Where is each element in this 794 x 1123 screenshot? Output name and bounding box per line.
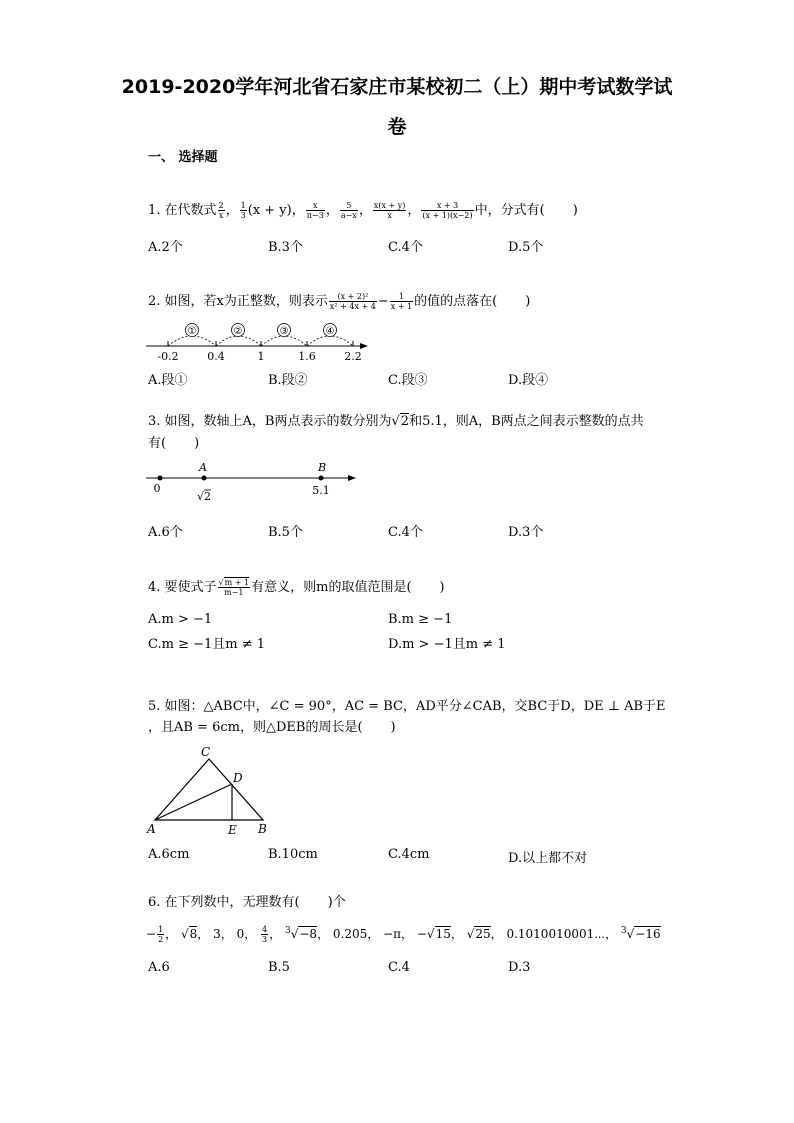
tick-label-sqrt2: 2: [204, 490, 211, 503]
tick-label-1.6: 1.6: [298, 350, 316, 363]
q1-prefix: 1. 在代数式: [148, 203, 217, 218]
question-3-line-2: 有( ): [148, 436, 200, 451]
q1-fraction-3: $\frac{x}{\pi-3}$: [306, 201, 324, 220]
title-line-2: 卷: [387, 116, 407, 138]
q2-fraction-1: $\frac{\text{(x + 2)²}}{\text{x² + 4x + 4}}$: [329, 292, 376, 311]
section-heading: 一、 选择题: [148, 150, 218, 165]
q3-number-line-figure: [140, 458, 370, 506]
q1-fraction-5: $\frac{x(x + y)}{x}$: [373, 201, 406, 220]
q6-option-d: D.3: [508, 960, 531, 975]
q4-option-c: C.m ≥ −1且m ≠ 1: [148, 637, 266, 652]
point-b-label: B: [317, 461, 327, 474]
tick-label-0.4: 0.4: [207, 350, 225, 363]
q1-fraction-6: $\frac{x + 3}{(x + 1)(x-2)}$: [422, 201, 473, 220]
vertex-c-label: C: [201, 745, 211, 759]
question-3-line-1: 3. 如图，数轴上A，B两点表示的数分别为√2和5.1，则A，B两点之间表示整数的点共: [148, 414, 644, 429]
segment-4-label: ④: [325, 326, 335, 337]
q3-option-a: A.6个: [148, 525, 183, 540]
tick-label-0: 0: [153, 482, 161, 495]
tick-label-2.2: 2.2: [344, 350, 362, 363]
q1-fraction-1: $\frac{2}{x}$: [218, 201, 224, 220]
question-1: 1. 在代数式 $\frac{2}{x}$ ， $\frac{1}{3}$ (x + y)， $\frac{x}{\pi-3}$ ， $\frac{5}{a-x}$ ， $\frac{x(x + y)}{x}$ ， $\frac{x + 3}{(x + 1)(x-2)}$ 中，分式有( ): [148, 201, 578, 220]
question-5-line-1: 5. 如图：△ABC中，∠C = 90°，AC = BC，AD平分∠CAB，交BC于D，DE ⊥ AB于E: [148, 699, 666, 714]
q6-number-list: − $\frac{1}{2}$ ， √8， 3， 0， $\frac{4}{3}$ ， $^3$√−8， 0.205， −π， −√15， √25， 0.1010010001⋯， $^3$√−16: [146, 925, 661, 944]
q6-option-c: C.4: [388, 960, 410, 975]
q1-fraction-2: $\frac{1}{3}$: [240, 201, 246, 220]
q6-option-b: B.5: [268, 960, 290, 975]
q4-option-b: B.m ≥ −1: [388, 612, 453, 627]
tick-label-5.1: 5.1: [312, 484, 330, 497]
q4-option-a: A.m > −1: [148, 612, 213, 627]
q1-fraction-4: $\frac{5}{a-x}$: [340, 201, 357, 220]
tick-label-neg0.2: -0.2: [157, 350, 179, 363]
question-6: 6. 在下列数中，无理数有( )个: [148, 895, 346, 910]
q2-number-line-figure: [140, 318, 380, 364]
vertex-d-label: D: [233, 771, 243, 785]
question-2: 2. 如图，若x为正整数，则表示 $\frac{\text{(x + 2)²}}{\text{x² + 4x + 4}}$ − $\frac{1}{x + 1}$ 的值的点落在( ): [148, 292, 531, 311]
segment-2-label: ②: [233, 326, 243, 337]
q1-option-a: A.2个: [148, 240, 183, 255]
vertex-b-label: B: [258, 822, 267, 836]
q1-option-b: B.3个: [268, 240, 303, 255]
q5-triangle-figure: [140, 742, 280, 838]
q5-option-a: A.6cm: [148, 847, 190, 862]
q5-option-b: B.10cm: [268, 847, 318, 862]
sqrt-symbol: √: [197, 490, 205, 503]
q2-option-a: A.段①: [148, 373, 188, 388]
question-5-line-2: ，且AB = 6cm，则△DEB的周长是( ): [148, 720, 396, 735]
q1-option-d: D.5个: [508, 240, 544, 255]
q2-option-c: C.段③: [388, 373, 428, 388]
vertex-e-label: E: [228, 823, 237, 837]
segment-1-label: ①: [187, 326, 197, 337]
tick-label-1: 1: [257, 350, 265, 363]
q5-option-c: C.4cm: [388, 847, 430, 862]
q3-option-c: C.4个: [388, 525, 423, 540]
q2-fraction-2: $\frac{1}{x + 1}$: [390, 292, 413, 311]
q2-option-d: D.段④: [508, 373, 549, 388]
segment-3-label: ③: [279, 326, 289, 337]
q6-option-a: A.6: [148, 960, 170, 975]
title-line-1: 2019-2020学年河北省石家庄市某校初二（上）期中考试数学试: [121, 76, 673, 98]
q3-option-d: D.3个: [508, 525, 544, 540]
q3-option-b: B.5个: [268, 525, 303, 540]
point-a-label: A: [199, 461, 207, 474]
q2-option-b: B.段②: [268, 373, 308, 388]
q4-fraction: $\frac{√m + 1}{m-1}$: [218, 578, 250, 597]
q4-option-d: D.m > −1且m ≠ 1: [388, 637, 506, 652]
q1-option-c: C.4个: [388, 240, 423, 255]
q5-option-d: D.以上都不对: [508, 851, 588, 866]
vertex-a-label: A: [147, 822, 156, 836]
question-4: 4. 要使式子 $\frac{√m + 1}{m-1}$ 有意义，则m的取值范围是( ): [148, 578, 445, 597]
